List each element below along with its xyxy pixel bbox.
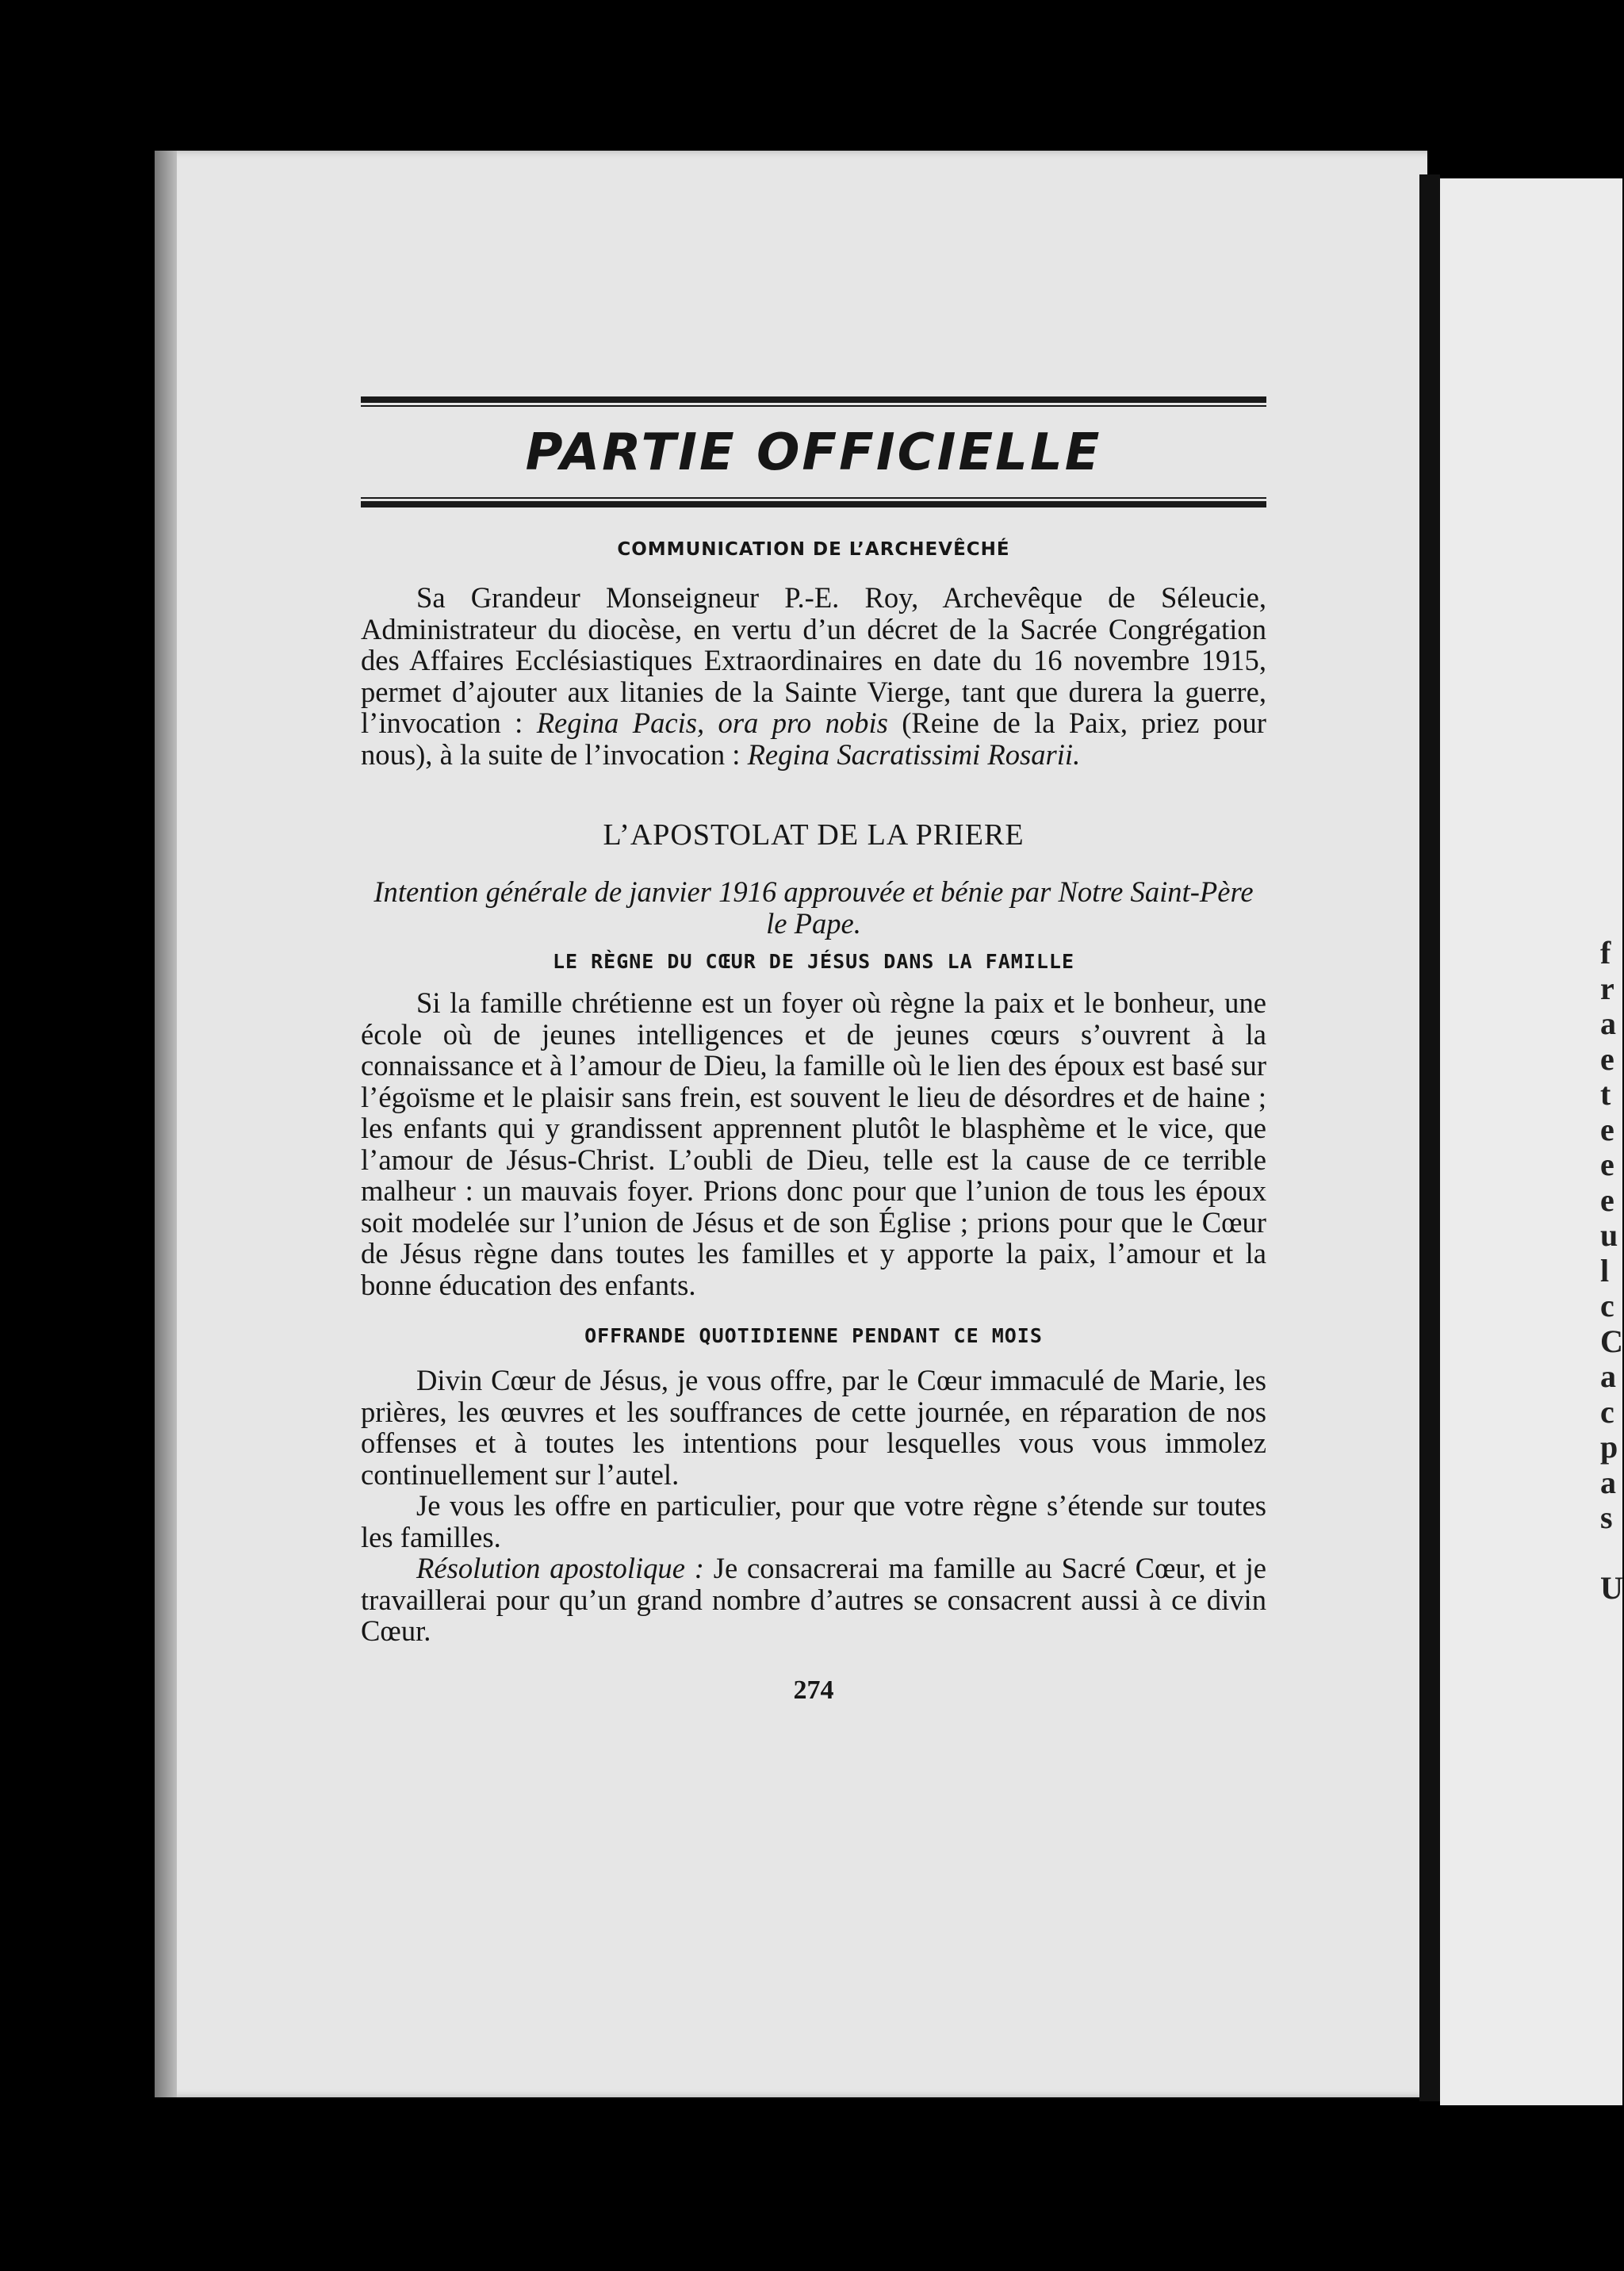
intention-year: 1916 <box>710 875 784 908</box>
resolution-label: Résolution apostolique : <box>416 1552 704 1584</box>
facing-page-edge-letter <box>1600 1536 1624 1572</box>
facing-page-edge-letter: e <box>1600 1147 1614 1182</box>
facing-page-edge-letter: U <box>1600 1570 1623 1606</box>
page-binding-edge <box>155 151 177 2097</box>
facing-page-edge-letter: a <box>1600 1358 1616 1394</box>
archeveche-italic-2: Regina Sacratissimi Rosarii. <box>747 737 1081 771</box>
archeveche-italic-1: Regina Pacis, ora pro nobis <box>536 707 888 739</box>
archeveche-heading: COMMUNICATION DE L’ARCHEVÊCHÉ <box>617 539 1010 560</box>
facing-page-edge-letter: t <box>1600 1076 1611 1112</box>
archeveche-paragraph <box>361 582 1266 770</box>
apostolat-body: Si la famille chrétienne est un foyer où règne la paix et le bonheur, une école où de jeunes intelligences et de jeunes cœurs s’ouvrent à la connaissance et à l’amour de Dieu, la famille où le lien des époux est basé sur l’égoïsme et le plaisir sans frein, est souvent le lieu de désordres et de haine ; les enfants qui y grandissent apprennent plutôt le blasphème et le vice, que l’amour de Jésus-Christ. L’oubli de Dieu, telle est la cause de ce terrible malheur : un mauvais foyer. Prions donc pour que l’union de tous les époux soit modelée sur l’union de Jésus et de son Église ; prions pour que le Cœur de Jésus règne dans toutes les familles et y apporte la paix, l’amour et la bonne éducation des enfants. <box>361 986 1266 1301</box>
facing-page-edge-letter: r <box>1600 970 1614 1006</box>
offrande-heading: OFFRANDE QUOTIDIENNE PENDANT CE MOIS <box>584 1324 1043 1347</box>
page-number: 274 <box>793 1675 834 1705</box>
bottom-rule-thin <box>361 497 1266 499</box>
resolution-paragraph <box>361 1553 1266 1647</box>
top-rule <box>361 396 1266 403</box>
facing-page-edge-letter: u <box>1600 1217 1618 1253</box>
page-title: PARTIE OFFICIELLE <box>525 423 1102 482</box>
offrande-paragraph-2: Je vous les offre en particulier, pour que votre règne s’étende sur toutes les familles. <box>361 1489 1266 1553</box>
facing-page <box>1440 178 1622 2105</box>
facing-page-edge-letter: e <box>1600 1111 1614 1147</box>
regne-subheading: LE RÈGNE DU CŒUR DE JÉSUS DANS LA FAMILLE <box>552 950 1075 973</box>
intention-text-1: Intention générale de janvier <box>373 875 711 908</box>
apostolat-heading: L’APOSTOLAT DE LA PRIERE <box>603 818 1025 852</box>
intention-text-2: approuvée et bénie par Notre Saint-Père le Pape. <box>766 875 1254 940</box>
facing-page-edge-letter: e <box>1600 1040 1614 1077</box>
bottom-rule <box>361 501 1266 507</box>
archeveche-text-1: Sa Grandeur Monseigneur P.-E. Roy, Archevêque de Séleucie, Administrateur du diocèse, en vertu d’un décret de la Sacrée Congrégation des Affaires Ecclésiastiques Extraordinaires en date du 16 novembre 1915, permet d’ajouter aux litanies de la Sainte Vierge, tant que durera la guerre, l’invocation : <box>361 581 1266 739</box>
facing-page-edge-letter: c <box>1600 1393 1614 1430</box>
offrande-paragraph-1: Divin Cœur de Jésus, je vous offre, par le Cœur immaculé de Marie, les prières, les œuvres et les souffrances de cette journée, en réparation de nos offenses et à toutes les intentions pour lesquelles vous vous immolez continuellement sur l’autel. <box>361 1364 1266 1491</box>
book-gutter <box>1419 174 1440 2101</box>
facing-page-edge-letter: a <box>1600 1464 1616 1500</box>
facing-page-edge-letter: c <box>1600 1288 1614 1323</box>
resolution-text: Je consacrerai ma famille au Sacré Cœur, et je travaillerai pour qu’un grand nombre d’autres se consacrent aussi à ce divin Cœur. <box>361 1552 1266 1647</box>
facing-page-edge-letter: p <box>1600 1429 1618 1465</box>
intention-line <box>361 876 1266 939</box>
facing-page-edge-letter: s <box>1600 1499 1613 1535</box>
page-content <box>361 396 1266 1706</box>
facing-page-edge-letter: l <box>1600 1252 1610 1289</box>
facing-page-edge-letter: f <box>1600 935 1611 971</box>
facing-page-edge-letter: C <box>1600 1323 1623 1359</box>
archeveche-text-2: (Reine de la Paix, priez pour nous), à la suite de l’invocation : <box>361 707 1266 771</box>
facing-page-edge-letter: e <box>1600 1181 1614 1218</box>
facing-page-edge-text <box>1600 936 1624 1607</box>
facing-page-edge-letter: a <box>1600 1005 1616 1041</box>
top-rule-thin <box>361 405 1266 407</box>
